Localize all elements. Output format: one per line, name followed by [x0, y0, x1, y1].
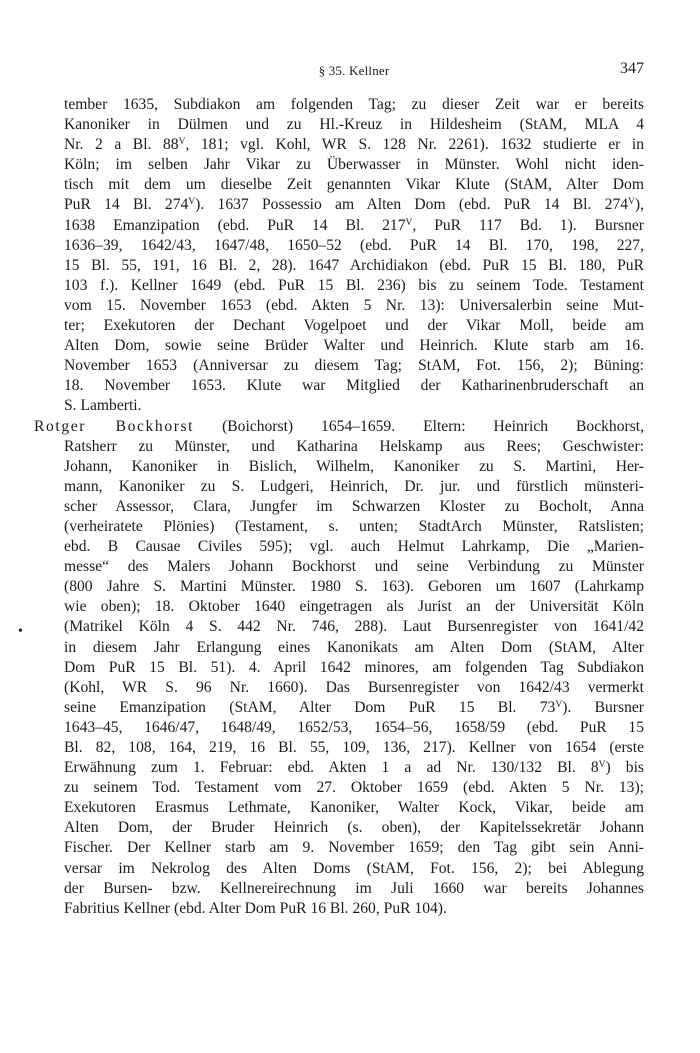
text-segment: tember 1635, Subdiakon am folgenden Tag; zu dieser Zeit war er bereits: [64, 96, 644, 113]
text-segment: Alten Dom, der Bruder Heinrich (s. oben), der Kapitelssekretär Johann: [64, 819, 644, 837]
text-line: [34, 517, 644, 537]
text-segment: Erwähnung zum 1. Februar: ebd. Akten 1 a ad Nr. 130/132 Bl. 8: [64, 759, 599, 777]
text-line: [34, 698, 644, 718]
text-line: [34, 738, 644, 758]
text-line: [34, 95, 644, 115]
text-segment: der Bursen- bzw. Kellnereirechnung im Juli 1660 war bereits Johannes: [64, 879, 644, 897]
text-segment: , 181; vgl. Kohl, WR S. 128 Nr. 2261). 1632 studierte er in: [185, 136, 645, 154]
superscript: V: [555, 699, 563, 710]
text-segment: ). 1637 Possessio am Alten Dom (ebd. PuR 14 Bl. 274: [195, 196, 629, 214]
text-segment: Ratsherr zu Münster, und Katharina Helskamp aus Rees; Geschwister:: [64, 437, 644, 455]
text-line: [34, 457, 644, 477]
text-line: [34, 718, 644, 738]
text-line: [34, 838, 644, 858]
text-segment: 18. November 1653. Klute war Mitglied der Katharinenbruderschaft an: [64, 377, 644, 395]
text-segment: , PuR 117 Bd. 1). Bursner: [412, 216, 644, 234]
text-segment: 1638 Emanzipation (ebd. PuR 14 Bl. 217: [64, 216, 406, 234]
text-segment: zu seinem Tod. Testament vom 27. Oktober 1659 (ebd. Akten 5 Nr. 13);: [64, 779, 644, 797]
page-header: [64, 60, 644, 84]
superscript: V: [598, 760, 606, 771]
text-segment: (Kohl, WR S. 96 Nr. 1660). Das Bursenregister von 1642/43 vermerkt: [64, 678, 644, 696]
text-line: [34, 617, 644, 637]
text-segment: Johann, Kanoniker in Bislich, Wilhelm, Kanoniker zu S. Martini, Her-: [64, 457, 644, 475]
superscript: V: [188, 197, 196, 208]
text-line: [34, 537, 644, 557]
text-segment: mann, Kanoniker zu S. Ludgeri, Heinrich, Dr. jur. und fürstlich münsteri-: [64, 477, 644, 495]
text-segment: ). Bursner: [562, 698, 644, 716]
superscript: V: [405, 217, 413, 228]
text-line: [34, 678, 644, 698]
entry-name: Rotger Bockhorst: [34, 417, 195, 435]
text-line: [34, 597, 644, 617]
text-line: [34, 135, 644, 155]
text-segment: (verheiratete Plönies) (Testament, s. unten; StadtArch Münster, Ratslisten;: [64, 517, 644, 535]
text-line: [34, 316, 644, 336]
text-segment: 103 f.). Kellner 1649 (ebd. PuR 15 Bl. 236) bis zu seinem Tode. Testament: [64, 276, 644, 294]
text-line: [34, 879, 644, 899]
text-line: [34, 859, 644, 879]
text-line: [34, 356, 644, 376]
text-segment: Bl. 82, 108, 164, 219, 16 Bl. 55, 109, 136, 217). Kellner von 1654 (erste: [64, 739, 644, 756]
text-line: [34, 477, 644, 497]
text-segment: Kanoniker in Dülmen und zu Hl.-Kreuz in Hildesheim (StAM, MLA 4: [64, 116, 644, 134]
text-line: [34, 175, 644, 195]
text-line: [34, 376, 644, 396]
text-line: [34, 396, 644, 416]
text-segment: 1636–39, 1642/43, 1647/48, 1650–52 (ebd. PuR 14 Bl. 170, 198, 227,: [64, 236, 644, 254]
text-line: [34, 296, 644, 316]
text-line: [34, 577, 644, 597]
text-segment: PuR 14 Bl. 274: [64, 196, 189, 214]
text-segment: wie oben); 18. Oktober 1640 eingetragen als Jurist an der Universität Köln: [64, 598, 644, 616]
superscript: V: [628, 197, 635, 208]
text-line: [34, 658, 644, 678]
text-segment: (Matrikel Köln 4 S. 442 Nr. 746, 288). Laut Bursenregister von 1641/42: [64, 618, 644, 636]
text-segment: Alten Dom, sowie seine Brüder Walter und Heinrich. Klute starb am 16.: [64, 337, 644, 355]
text-segment: November 1653 (Anniversar zu diesem Tag; StAM, Fot. 156, 2); Büning:: [64, 357, 644, 375]
text-line: [34, 557, 644, 577]
text-line: [34, 818, 644, 838]
margin-mark: •: [18, 624, 23, 639]
page-number: 347: [620, 60, 644, 77]
text-line: [34, 195, 644, 215]
text-line: [34, 798, 644, 818]
text-segment: seine Emanzipation (StAM, Alter Dom PuR 15 Bl. 73: [64, 698, 556, 716]
entry-heading-line: [34, 417, 644, 437]
text-segment: versar im Nekrolog des Alten Doms (StAM, Fot. 156, 2); bei Ablegung: [64, 859, 644, 877]
text-segment: Fabritius Kellner (ebd. Alter Dom PuR 16 Bl. 260, PuR 104).: [64, 899, 447, 917]
text-line: [34, 276, 644, 296]
text-line: [34, 336, 644, 356]
text-segment: S. Lamberti.: [64, 397, 142, 415]
text-segment: Exekutoren Erasmus Lethmate, Kanoniker, Walter Kock, Vikar, beide am: [64, 799, 644, 817]
text-line: [34, 236, 644, 256]
text-segment: ter; Exekutoren der Dechant Vogelpoet und der Vikar Moll, beide am: [64, 317, 644, 335]
text-segment: Nr. 2 a Bl. 88: [64, 136, 179, 154]
text-segment: 15 Bl. 55, 191, 16 Bl. 2, 28). 1647 Archidiakon (ebd. PuR 15 Bl. 180, PuR: [64, 256, 644, 274]
text-segment: in diesem Jahr Erlangung eines Kanonikats am Alten Dom (StAM, Alter: [64, 638, 644, 656]
text-segment: 1643–45, 1646/47, 1648/49, 1652/53, 1654–56, 1658/59 (ebd. PuR 15: [64, 718, 644, 736]
text-segment: Köln; im selben Jahr Vikar zu Überwasser in Münster. Wohl nicht iden-: [64, 156, 644, 174]
text-line: [34, 115, 644, 135]
text-line: [34, 638, 644, 658]
running-title: § 35. Kellner: [318, 63, 390, 78]
text-segment: Fischer. Der Kellner starb am 9. November 1659; den Tag gibt sein Anni-: [64, 839, 644, 857]
text-line: [34, 497, 644, 517]
text-segment: scher Assessor, Clara, Jungfer im Schwarzen Kloster zu Bocholt, Anna: [64, 497, 644, 515]
text-segment: Dom PuR 15 Bl. 51). 4. April 1642 minores, am folgenden Tag Subdiakon: [64, 658, 644, 676]
text-segment: ) bis: [605, 759, 644, 777]
text-line: [34, 437, 644, 457]
text-segment: (Boichorst) 1654–1659. Eltern: Heinrich Bockhorst,: [194, 417, 644, 435]
superscript: V: [178, 137, 186, 148]
text-line: [34, 155, 644, 175]
text-segment: (800 Jahre S. Martini Münster. 1980 S. 163). Geboren um 1607 (Lahrkamp: [64, 578, 644, 596]
text-segment: ),: [634, 196, 645, 214]
text-segment: ebd. B Causae Civiles 595); vgl. auch Helmut Lahrkamp, Die „Marien-: [64, 538, 644, 556]
text-segment: vom 15. November 1653 (ebd. Akten 5 Nr. 13): Universalerbin seine Mut-: [64, 296, 644, 314]
text-segment: tisch mit dem um dieselbe Zeit genannten Vikar Klute (StAM, Alter Dom: [64, 176, 644, 194]
text-line: [34, 758, 644, 778]
body-text: [34, 95, 644, 919]
text-line: [34, 778, 644, 798]
text-line: [34, 256, 644, 276]
text-line: [34, 216, 644, 236]
text-line: [34, 899, 644, 919]
text-segment: messe“ des Malers Johann Bockhorst und seine Verbindung zu Münster: [64, 558, 644, 576]
